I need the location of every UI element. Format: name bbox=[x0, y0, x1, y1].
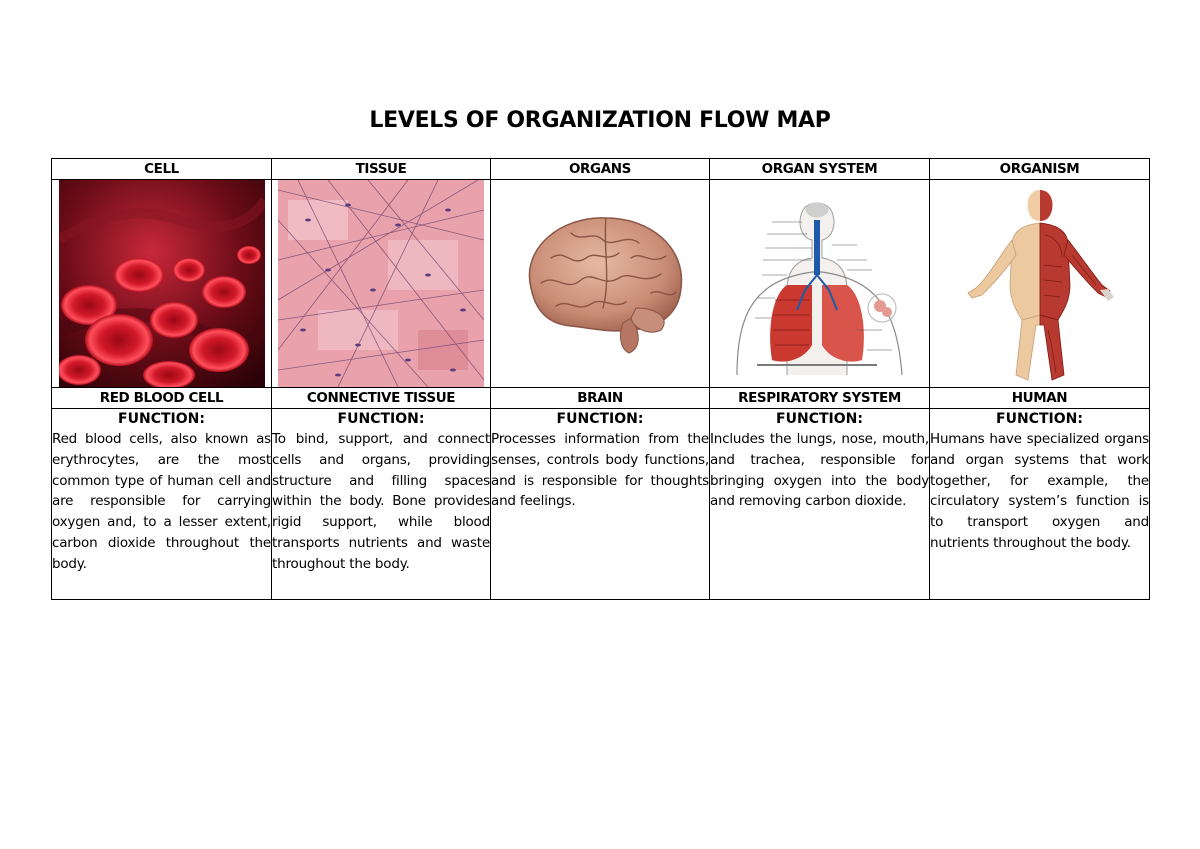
function-cell-organism bbox=[930, 409, 1150, 600]
function-cell-organ-system bbox=[710, 409, 930, 600]
function-cell-organs bbox=[491, 409, 710, 600]
name-organ-system: RESPIRATORY SYSTEM bbox=[710, 388, 930, 409]
header-organ-system: ORGAN SYSTEM bbox=[710, 159, 930, 180]
header-cell: CELL bbox=[52, 159, 272, 180]
name-cell: RED BLOOD CELL bbox=[52, 388, 272, 409]
function-row bbox=[52, 409, 1150, 600]
function-text: Red blood cells, also known as erythrocytes, are the most common type of human cell and are responsible for carrying oxygen and, to a lesser extent, carbon dioxide throughout the body. bbox=[52, 431, 271, 572]
flow-map-table bbox=[51, 158, 1150, 600]
respiratory-system-diagram bbox=[717, 200, 923, 375]
cell-image-cell bbox=[52, 180, 272, 388]
function-label: FUNCTION: bbox=[118, 411, 205, 427]
header-row bbox=[52, 159, 1150, 180]
tissue-image-cell bbox=[272, 180, 491, 388]
function-label: FUNCTION: bbox=[776, 411, 863, 427]
organism-image-cell bbox=[930, 180, 1150, 388]
function-text: Includes the lungs, nose, mouth, and trachea, responsible for bringing oxygen into the body and removing carbon dioxide. bbox=[710, 431, 929, 510]
brain-image bbox=[511, 208, 691, 358]
organs-image-cell bbox=[491, 180, 710, 388]
function-label: FUNCTION: bbox=[996, 411, 1083, 427]
name-row bbox=[52, 388, 1150, 409]
red-blood-cells-image bbox=[59, 180, 265, 387]
function-cell-tissue bbox=[272, 409, 491, 600]
connective-tissue-image bbox=[278, 180, 484, 387]
name-organism: HUMAN bbox=[930, 388, 1150, 409]
page-title: LEVELS OF ORGANIZATION FLOW MAP bbox=[369, 108, 831, 133]
image-row bbox=[52, 180, 1150, 388]
function-text: Humans have specialized organs and organ systems that work together, for example, the circulatory system’s function is to transport oxygen and nutrients throughout the body. bbox=[930, 431, 1149, 551]
header-organs: ORGANS bbox=[491, 159, 710, 180]
function-label: FUNCTION: bbox=[556, 411, 644, 427]
organ-system-image-cell bbox=[710, 180, 930, 388]
human-anatomy-image bbox=[950, 185, 1130, 385]
name-organs: BRAIN bbox=[491, 388, 710, 409]
function-text: To bind, support, and connect cells and organs, providing structure and filling spaces within the body. Bone provides rigid support, while blood transports nutrients and waste throughout the body. bbox=[272, 431, 490, 572]
function-cell-cell bbox=[52, 409, 272, 600]
function-label: FUNCTION: bbox=[337, 411, 425, 427]
name-tissue: CONNECTIVE TISSUE bbox=[272, 388, 491, 409]
function-text: Processes information from the senses, controls body functions, and is responsible for thoughts and feelings. bbox=[491, 431, 709, 510]
header-tissue: TISSUE bbox=[272, 159, 491, 180]
header-organism: ORGANISM bbox=[930, 159, 1150, 180]
